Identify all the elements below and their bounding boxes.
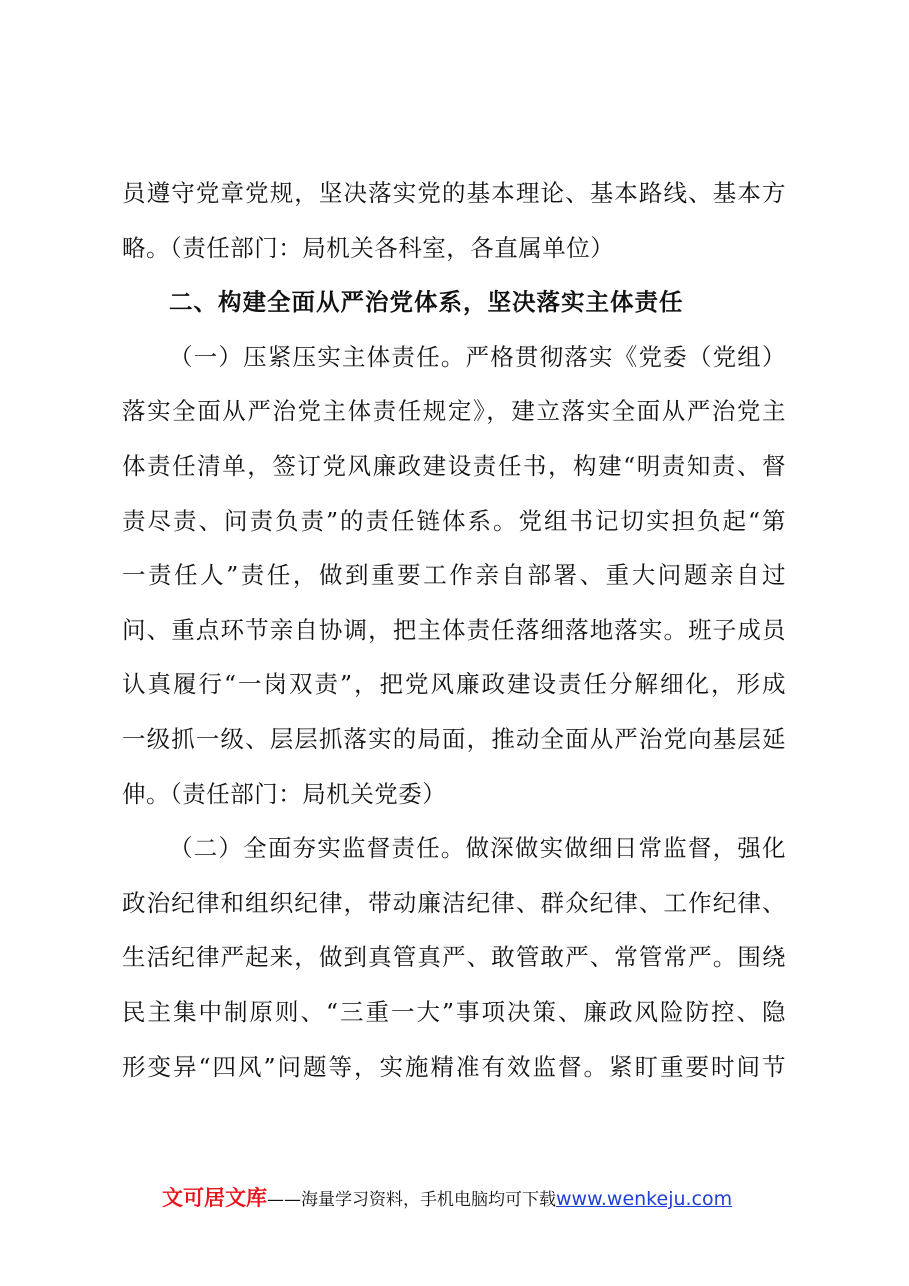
body-line: 略。（责任部门：局机关各科室，各直属单位） bbox=[122, 233, 615, 262]
body-line: 政治纪律和组织纪律，带动廉洁纪律、群众纪律、工作纪律、 bbox=[122, 888, 786, 917]
body-line: 员遵守党章党规，坚决落实党的基本理论、基本路线、基本方 bbox=[122, 179, 786, 207]
footer-brand: 文可居文库 bbox=[162, 1186, 267, 1210]
body-line: 认真履行“一岗双责”，把党风廉政建设责任分解细化，形成 bbox=[122, 670, 786, 699]
footer-tagline: ——海量学习资料，手机电脑均可下载 bbox=[267, 1190, 556, 1210]
section-heading: 二、构建全面从严治党体系，坚决落实主体责任 bbox=[169, 288, 684, 317]
body-line: 生活纪律严起来，做到真管真严、敢管敢严、常管常严。围绕 bbox=[122, 943, 786, 972]
footer-url-link[interactable]: www.wenkeju.com bbox=[556, 1188, 733, 1210]
body-line: 问、重点环节亲自协调，把主体责任落细落地落实。班子成员 bbox=[122, 615, 786, 644]
body-line: 伸。（责任部门：局机关党委） bbox=[122, 779, 447, 808]
body-line: 责尽责、问责负责”的责任链体系。党组书记切实担负起“第 bbox=[122, 506, 786, 535]
body-line: 一级抓一级、层层抓落实的局面，推动全面从严治党向基层延 bbox=[122, 724, 786, 753]
body-line: （一）压紧压实主体责任。严格贯彻落实《党委（党组） bbox=[169, 342, 786, 371]
body-line: 体责任清单，签订党风廉政建设责任书，构建“明责知责、督 bbox=[122, 451, 786, 480]
body-line: 落实全面从严治党主体责任规定》，建立落实全面从严治党主 bbox=[122, 397, 786, 426]
body-line: 民主集中制原则、“三重一大”事项决策、廉政风险防控、隐 bbox=[122, 997, 786, 1026]
body-line: 一责任人”责任，做到重要工作亲自部署、重大问题亲自过 bbox=[122, 561, 786, 590]
body-line: 形变异“四风”问题等，实施精准有效监督。紧盯重要时间节 bbox=[122, 1052, 786, 1081]
body-line: （二）全面夯实监督责任。做深做实做细日常监督，强化 bbox=[169, 834, 786, 863]
document-body bbox=[122, 166, 786, 1094]
footer-banner bbox=[162, 1182, 732, 1212]
